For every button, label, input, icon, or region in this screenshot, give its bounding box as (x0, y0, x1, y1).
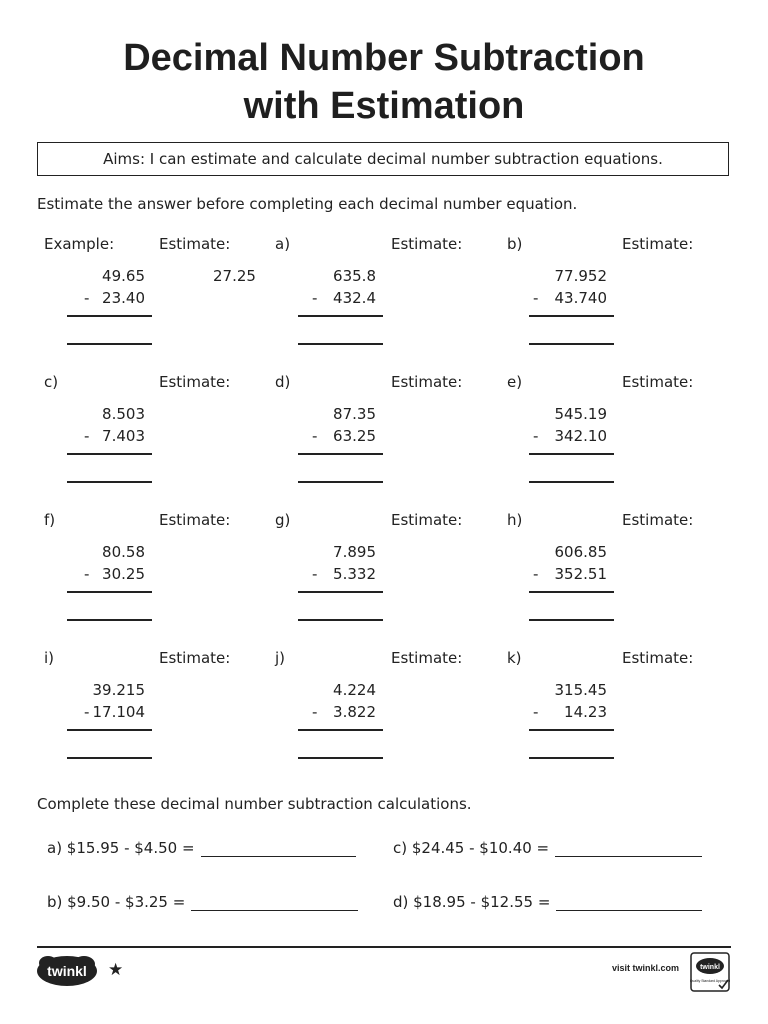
estimate-value: 27.25 (213, 267, 256, 285)
quality-badge-icon (690, 952, 730, 992)
problem-label: e) (507, 373, 523, 391)
subtrahend: 17.104 (92, 703, 145, 721)
problem-label: j) (275, 649, 286, 667)
subtrahend: 7.403 (102, 427, 145, 445)
subtrahend: 30.25 (102, 565, 145, 583)
subtraction-line (529, 315, 614, 317)
estimate-label: Estimate: (391, 511, 463, 529)
answer-blank[interactable] (191, 910, 358, 911)
estimate-label: Estimate: (159, 235, 231, 253)
subtraction-line (67, 315, 152, 317)
aims-box: Aims: I can estimate and calculate decimal number subtraction equations. (37, 142, 729, 176)
calculation-text: c) $24.45 - $10.40 = (393, 839, 550, 857)
subtraction-line (298, 315, 383, 317)
subtraction-line (529, 729, 614, 731)
calculation-d (393, 893, 702, 911)
answer-blank[interactable] (201, 856, 356, 857)
subtraction-line (298, 591, 383, 593)
subtrahend: 3.822 (333, 703, 376, 721)
subtrahend: 63.25 (333, 427, 376, 445)
minuend: 39.215 (92, 681, 145, 699)
estimate-label: Estimate: (391, 235, 463, 253)
subtraction-line (67, 453, 152, 455)
calculation-text: d) $18.95 - $12.55 = (393, 893, 551, 911)
minuend: 77.952 (554, 267, 607, 285)
minuend: 87.35 (333, 405, 376, 423)
answer-line[interactable] (67, 619, 152, 621)
subtraction-line (529, 453, 614, 455)
answer-blank[interactable] (555, 856, 702, 857)
title-line-2: with Estimation (243, 85, 525, 127)
answer-line[interactable] (529, 757, 614, 759)
minus-sign: - (84, 565, 90, 583)
instruction-estimate: Estimate the answer before completing each decimal number equation. (37, 195, 578, 213)
minus-sign: - (533, 565, 539, 583)
minuend: 80.58 (102, 543, 145, 561)
minus-sign: - (84, 289, 90, 307)
minus-sign: - (312, 703, 318, 721)
answer-line[interactable] (298, 481, 383, 483)
subtraction-line (67, 729, 152, 731)
logo-text: twinkl (47, 963, 87, 979)
answer-line[interactable] (529, 343, 614, 345)
problem-label: f) (44, 511, 56, 529)
subtraction-line (529, 591, 614, 593)
estimate-label: Estimate: (391, 649, 463, 667)
instruction-complete: Complete these decimal number subtraction calculations. (37, 795, 472, 813)
minuend: 49.65 (102, 267, 145, 285)
answer-line[interactable] (298, 343, 383, 345)
subtrahend: 14.23 (564, 703, 607, 721)
subtrahend: 432.4 (333, 289, 376, 307)
estimate-label: Estimate: (622, 649, 694, 667)
subtrahend: 342.10 (554, 427, 607, 445)
minuend: 7.895 (333, 543, 376, 561)
visit-link[interactable]: visit twinkl.com (612, 963, 680, 973)
subtraction-line (67, 591, 152, 593)
title-line-1: Decimal Number Subtraction (123, 37, 645, 79)
minus-sign: - (533, 427, 539, 445)
subtraction-line (298, 453, 383, 455)
estimate-label: Estimate: (159, 373, 231, 391)
problem-label: a) (275, 235, 291, 253)
minuend: 545.19 (554, 405, 607, 423)
problem-label: b) (507, 235, 523, 253)
twinkl-logo (36, 954, 98, 988)
problem-label: g) (275, 511, 291, 529)
estimate-label: Estimate: (391, 373, 463, 391)
minuend: 4.224 (333, 681, 376, 699)
calculation-c (393, 839, 702, 857)
answer-line[interactable] (298, 619, 383, 621)
star-icon: ★ (108, 960, 124, 980)
answer-line[interactable] (298, 757, 383, 759)
minuend: 8.503 (102, 405, 145, 423)
subtraction-line (298, 729, 383, 731)
estimate-label: Estimate: (159, 511, 231, 529)
problem-label: c) (44, 373, 59, 391)
calculation-b (47, 893, 358, 911)
answer-line[interactable] (529, 481, 614, 483)
minus-sign: - (312, 427, 318, 445)
estimate-label: Estimate: (622, 511, 694, 529)
problem-label: k) (507, 649, 522, 667)
estimate-label: Estimate: (622, 235, 694, 253)
subtrahend: 23.40 (102, 289, 145, 307)
minus-sign: - (533, 703, 539, 721)
problem-label: i) (44, 649, 55, 667)
problem-label: Example: (44, 235, 115, 253)
minuend: 315.45 (554, 681, 607, 699)
worksheet-title (0, 34, 768, 130)
minuend: 635.8 (333, 267, 376, 285)
calculation-a (47, 839, 356, 857)
problem-label: d) (275, 373, 291, 391)
estimate-label: Estimate: (622, 373, 694, 391)
answer-line[interactable] (67, 343, 152, 345)
calculation-text: a) $15.95 - $4.50 = (47, 839, 195, 857)
subtrahend: 352.51 (554, 565, 607, 583)
subtrahend: 43.740 (554, 289, 607, 307)
answer-line[interactable] (67, 757, 152, 759)
minus-sign: - (312, 565, 318, 583)
minus-sign: - (533, 289, 539, 307)
problem-label: h) (507, 511, 523, 529)
minus-sign: - (312, 289, 318, 307)
footer-divider (37, 946, 731, 948)
minuend: 606.85 (554, 543, 607, 561)
badge-logo-text: twinkl (700, 964, 720, 971)
calculation-text: b) $9.50 - $3.25 = (47, 893, 186, 911)
minus-sign: - (84, 703, 90, 721)
answer-line[interactable] (529, 619, 614, 621)
minus-sign: - (84, 427, 90, 445)
badge-caption: Quality Standard Approved (690, 979, 730, 983)
subtrahend: 5.332 (333, 565, 376, 583)
answer-blank[interactable] (556, 910, 702, 911)
estimate-label: Estimate: (159, 649, 231, 667)
answer-line[interactable] (67, 481, 152, 483)
